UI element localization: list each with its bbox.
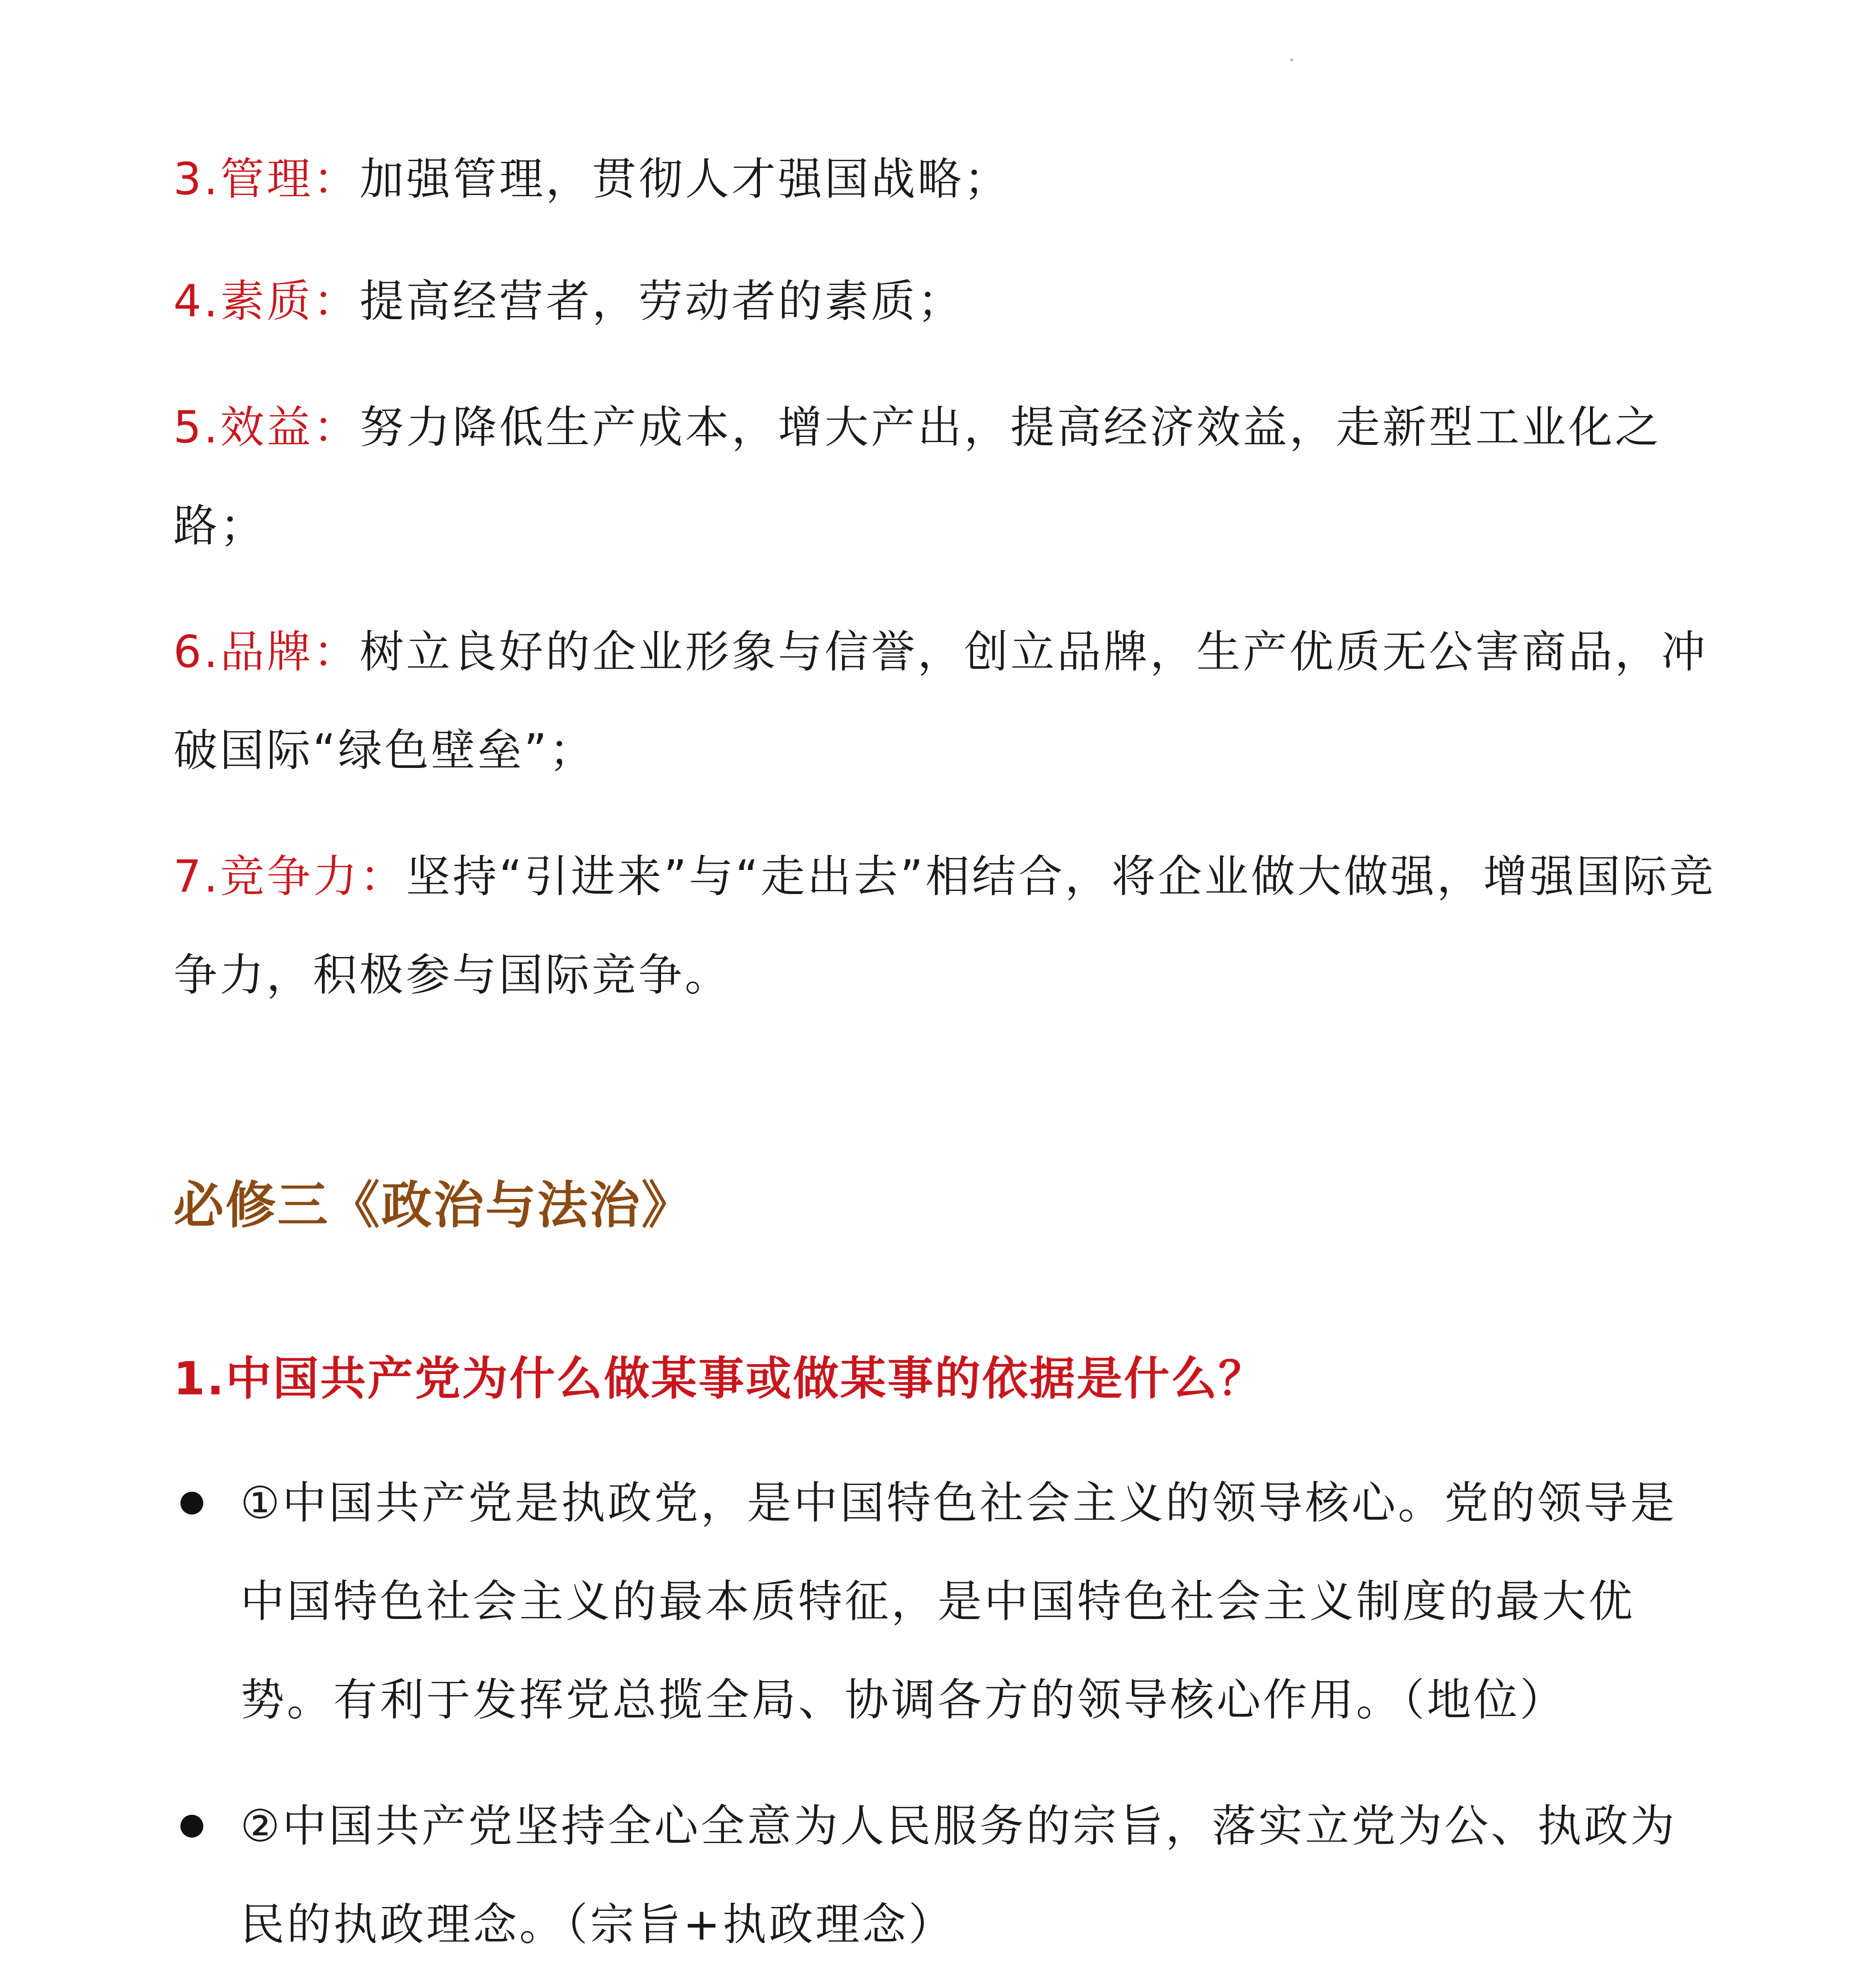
item-label: 6.品牌： <box>173 626 360 678</box>
item-quality <box>173 252 1722 351</box>
item-text: 努力降低生产成本，增大产出，提高经济效益，走新型工业化之路； <box>173 402 1661 552</box>
item-text: 提高经营者，劳动者的素质； <box>359 276 964 327</box>
item-text: 加强管理，贯彻人才强国战略； <box>359 154 1010 205</box>
item-efficiency <box>173 378 1722 575</box>
item-management <box>173 130 1722 229</box>
section-title: 必修三《政治与法治》 <box>173 1176 694 1235</box>
list-item <box>173 1777 1722 1970</box>
item-label: 3.管理： <box>173 154 360 205</box>
bullet-icon <box>180 1815 203 1838</box>
item-text: 树立良好的企业形象与信誉，创立品牌，生产优质无公害商品，冲破国际“绿色壁垒”； <box>173 626 1708 776</box>
list-item-text: ①中国共产党是执政党，是中国特色社会主义的领导核心。党的领导是中国特色社会主义的最本质特征，是中国特色社会主义制度的最大优势。有利于发挥党总揽全局、协调各方的领导核心作用。（地位） <box>240 1478 1677 1726</box>
item-label: 4.素质： <box>173 276 360 327</box>
bullet-icon <box>180 1492 203 1515</box>
scan-mark <box>1290 58 1293 61</box>
item-competitiveness <box>173 827 1722 1024</box>
item-text: 坚持“引进来”与“走出去”相结合，将企业做大做强，增强国际竞争力，积极参与国际竞争。 <box>173 851 1716 1001</box>
item-label: 7.竞争力： <box>173 851 406 902</box>
question-heading: 1.中国共产党为什么做某事或做某事的依据是什么？ <box>173 1352 1266 1405</box>
list-item-text: ②中国共产党坚持全心全意为人民服务的宗旨，落实立党为公、执政为民的执政理念。（宗旨+执政理念） <box>240 1801 1677 1950</box>
item-label: 5.效益： <box>173 402 360 453</box>
item-brand <box>173 603 1722 800</box>
list-item <box>173 1454 1722 1749</box>
